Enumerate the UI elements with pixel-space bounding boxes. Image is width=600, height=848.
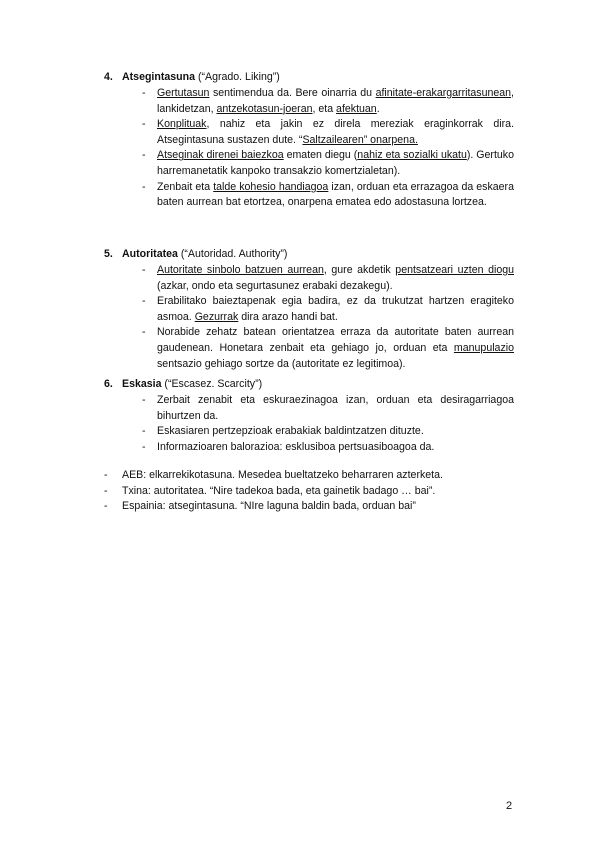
text-run: sentimendua da. Bere oinarria du [209, 87, 376, 99]
section-number: 4. [104, 71, 113, 83]
section-heading [104, 247, 514, 263]
section-title: Atsegintasuna [122, 71, 195, 83]
list-item [104, 440, 514, 456]
text-run: Informazioaren balorazioa: esklusiboa pertsuasiboagoa da. [157, 440, 435, 453]
list-item [104, 424, 514, 440]
dash-bullet: - [142, 87, 146, 99]
dash-bullet: - [142, 425, 146, 438]
text-run: Atseginak direnei baiezkoa [157, 149, 284, 162]
text-run: talde kohesio handiagoa [213, 180, 329, 193]
text-run: , nahiz eta jakin ez direla mereziak eraginkorrak dira. Atsegintasuna sustazen dute. “ [157, 118, 514, 146]
section-eskasia [104, 377, 514, 455]
list-item [104, 180, 514, 211]
text-run: ematen diegu ( [283, 149, 358, 162]
dash-bullet: - [142, 149, 146, 162]
section-heading [104, 70, 514, 86]
section-autoritatea [104, 247, 514, 372]
text-run: Autoritate sinbolo batzuen aurrean [157, 264, 324, 276]
text-run: Zerbait zenabit eta eskuraezinagoa izan, orduan eta desiragarriagoa bihurtzen da. [157, 394, 514, 422]
dash-bullet: - [142, 118, 146, 131]
dash-bullet: - [142, 264, 146, 276]
country-notes [104, 468, 524, 515]
dash-bullet: - [142, 180, 146, 193]
section-title: Autoritatea [122, 248, 178, 260]
text-run: manupulazio [453, 341, 514, 354]
note-item [104, 484, 524, 500]
text-run: ). Gertuko harremanetatik kanpoko transakzio komertzialetan). [157, 149, 514, 177]
section-heading [104, 377, 514, 393]
list-item [104, 263, 514, 294]
dash-bullet: - [142, 326, 146, 339]
list-item [104, 86, 514, 117]
list-item [104, 393, 514, 424]
dash-bullet: - [142, 394, 146, 406]
section-atsegintasuna [104, 70, 514, 211]
note-item [104, 468, 524, 484]
text-run: izan, orduan eta errazagoa da eskaera baten aurrean bat etortzea, onarpena ematea edo adostasuna lortzea. [157, 180, 514, 209]
text-run: nahiz eta sozialki ukatu [357, 149, 467, 162]
text-run: antzekotasun-joeran [216, 102, 313, 115]
text-run: Zenbait eta [157, 180, 214, 193]
text-run: Norabide zehatz batean orientatzea erraza da autoritate baten aurrean gaudenean. Honetara zenbait eta gehiago jo, orduan eta [157, 326, 514, 354]
text-run: pentsatzeari uzten diogu [395, 264, 514, 276]
dash-bullet: - [142, 295, 146, 308]
text-run: afinitate-erakargarritasunean [375, 87, 512, 99]
text-run: , gure akdetik [323, 264, 396, 276]
dash-bullet: - [104, 469, 108, 481]
note-text: Txina: autoritatea. “Nire tadekoa bada, eta gainetik badago … bai”. [122, 484, 436, 497]
text-run: (azkar, ondo eta segurtasunez erabaki dezakegu). [157, 279, 393, 292]
text-run: . [376, 102, 380, 115]
bullet-list [104, 263, 514, 372]
note-text: AEB: elkarrekikotasuna. Mesedea bueltatzeko beharraren azterketa. [122, 469, 443, 481]
list-item [104, 117, 514, 148]
dash-bullet: - [142, 440, 146, 453]
note-item [104, 499, 524, 515]
section-number: 5. [104, 248, 113, 260]
bullet-list [104, 86, 514, 211]
section-title: Eskasia [122, 378, 162, 390]
list-item [104, 148, 514, 179]
dash-bullet: - [104, 500, 108, 513]
text-run: Erabilitako baieztapenak egia badira, ez da trukutzat hartzen eragiteko asmoa. [157, 295, 514, 323]
section-number: 6. [104, 378, 113, 390]
text-run: , lankidetzan, [157, 87, 514, 115]
text-run: Saltzailearen” onarpena. [302, 133, 418, 146]
section-subtitle: (“Escasez. Scarcity”) [164, 378, 263, 390]
text-run: Gertutasun [157, 87, 210, 99]
page-number: 2 [506, 800, 513, 812]
text-run: Eskasiaren pertzepzioak erabakiak baldintzatzen dituzte. [157, 425, 424, 438]
text-run: sentsazio gehiago sortze da (autoritate ez legitimoa). [157, 357, 406, 370]
text-run: afektuan [336, 102, 377, 115]
section-subtitle: (“Agrado. Liking”) [197, 71, 280, 83]
text-run: Gezurrak [194, 310, 239, 323]
text-run: , eta [312, 102, 337, 115]
bullet-list [104, 393, 514, 455]
note-text: Espainia: atsegintasuna. “NIre laguna baldin bada, orduan bai” [122, 500, 416, 513]
text-run: dira arazo handi bat. [238, 310, 338, 323]
dash-bullet: - [104, 484, 108, 497]
list-item [104, 325, 514, 372]
section-subtitle: (“Autoridad. Authority”) [180, 248, 288, 260]
text-run: Konplituak [157, 118, 207, 131]
list-item [104, 294, 514, 325]
